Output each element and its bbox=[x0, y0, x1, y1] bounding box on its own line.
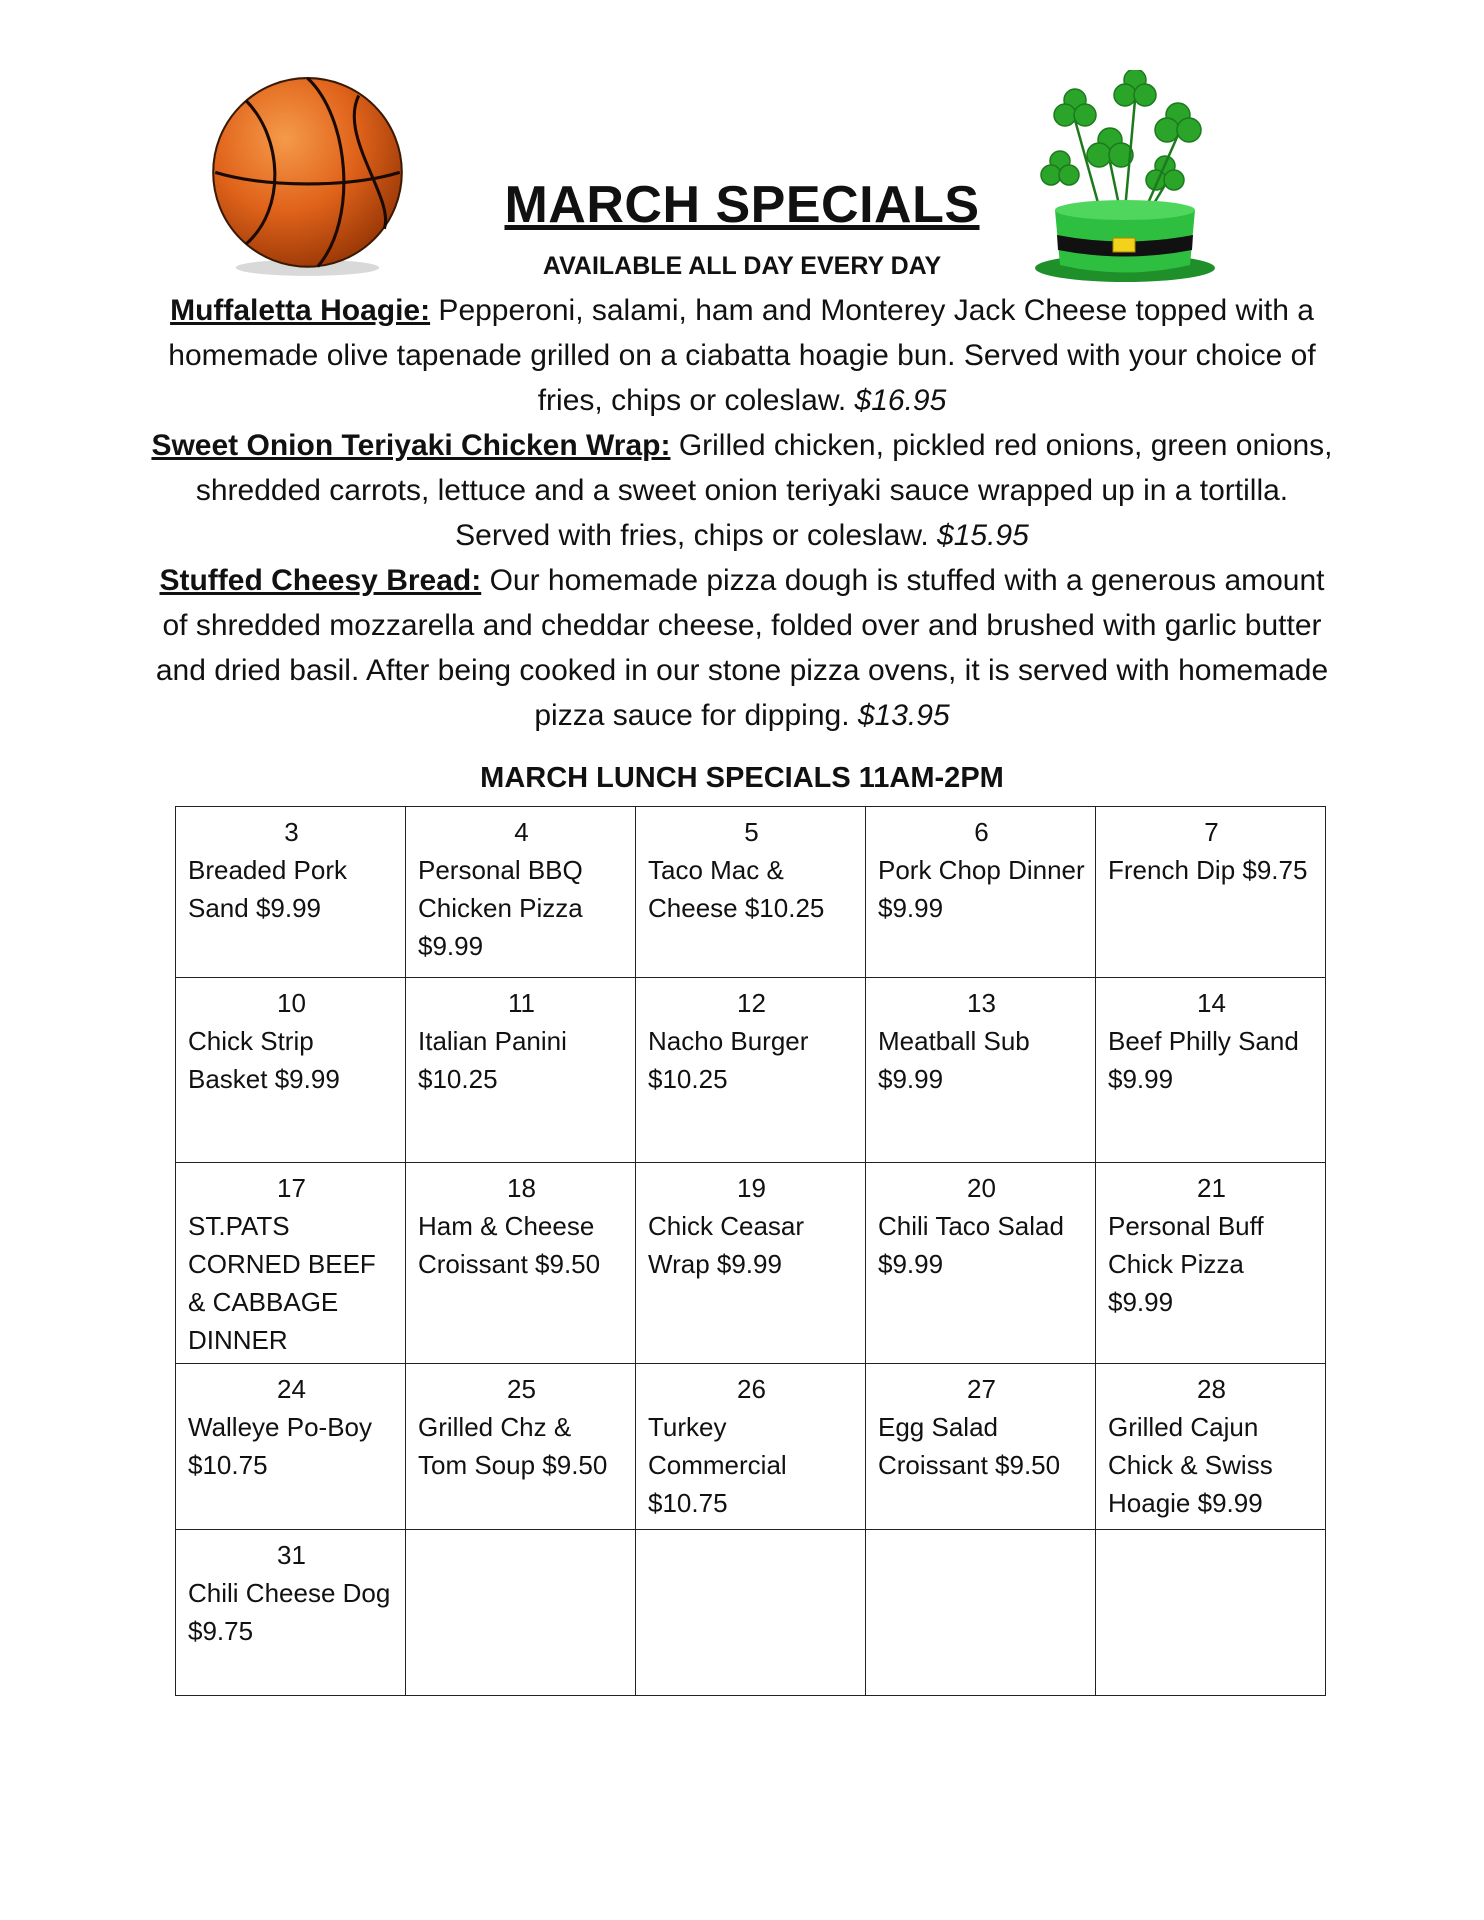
calendar-cell bbox=[176, 978, 406, 1163]
lunch-specials-title: MARCH LUNCH SPECIALS 11AM-2PM bbox=[480, 762, 1004, 794]
lunch-item: Beef Philly Sand $9.99 bbox=[1108, 1026, 1299, 1094]
lunch-item: ST.PATS CORNED BEEF & CABBAGE DINNER bbox=[188, 1211, 376, 1355]
day-number: 24 bbox=[277, 1374, 306, 1404]
lunch-item: Egg Salad Croissant $9.50 bbox=[878, 1412, 1061, 1480]
specials-list bbox=[150, 288, 1334, 738]
lunch-item: Italian Panini $10.25 bbox=[418, 1026, 567, 1094]
day-number: 21 bbox=[1197, 1173, 1226, 1203]
calendar-week bbox=[176, 807, 1326, 978]
special-price: $16.95 bbox=[854, 384, 947, 417]
day-number: 20 bbox=[967, 1173, 996, 1203]
day-number: 10 bbox=[277, 988, 306, 1018]
calendar-cell bbox=[406, 1163, 636, 1364]
lunch-item: French Dip $9.75 bbox=[1108, 855, 1308, 885]
day-number: 13 bbox=[967, 988, 996, 1018]
lunch-calendar bbox=[175, 806, 1326, 1696]
lunch-item: Nacho Burger $10.25 bbox=[648, 1026, 809, 1094]
calendar-cell bbox=[1096, 978, 1326, 1163]
calendar-cell bbox=[1096, 807, 1326, 978]
calendar-cell bbox=[406, 1364, 636, 1530]
calendar-week bbox=[176, 1530, 1326, 1696]
calendar-cell bbox=[176, 1530, 406, 1696]
calendar-cell-empty bbox=[1096, 1530, 1326, 1696]
special-description: Our homemade pizza dough is stuffed with a generous amount of shredded mozzarella and cheddar cheese, folded over and brushed with garlic butter and dried basil. After being cooked in our stone pizza ovens, it is served with homemade pizza sauce for dipping. bbox=[155, 564, 1329, 732]
day-number: 14 bbox=[1197, 988, 1226, 1018]
special-muffaletta bbox=[150, 288, 1334, 423]
special-price: $15.95 bbox=[937, 519, 1029, 552]
day-number: 6 bbox=[974, 817, 989, 847]
day-number: 18 bbox=[507, 1173, 536, 1203]
day-number: 31 bbox=[277, 1540, 306, 1570]
page-title: MARCH SPECIALS bbox=[504, 176, 980, 234]
calendar-cell bbox=[176, 1163, 406, 1364]
lunch-item: Ham & Cheese Croissant $9.50 bbox=[418, 1211, 601, 1279]
day-number: 26 bbox=[737, 1374, 766, 1404]
lunch-item: Personal Buff Chick Pizza $9.99 bbox=[1108, 1211, 1264, 1317]
lunch-item: Walleye Po-Boy $10.75 bbox=[188, 1412, 372, 1480]
calendar-cell bbox=[866, 978, 1096, 1163]
day-number: 4 bbox=[514, 817, 529, 847]
lunch-item: Personal BBQ Chicken Pizza $9.99 bbox=[418, 855, 583, 961]
day-number: 19 bbox=[737, 1173, 766, 1203]
calendar-cell bbox=[866, 807, 1096, 978]
day-number: 12 bbox=[737, 988, 766, 1018]
calendar-cell bbox=[406, 978, 636, 1163]
lunch-item: Turkey Commercial $10.75 bbox=[648, 1412, 787, 1518]
calendar-cell bbox=[866, 1364, 1096, 1530]
special-name: Sweet Onion Teriyaki Chicken Wrap: bbox=[151, 429, 671, 462]
lunch-item: Breaded Pork Sand $9.99 bbox=[188, 855, 347, 923]
calendar-cell-empty bbox=[636, 1530, 866, 1696]
lunch-item: Chick Ceasar Wrap $9.99 bbox=[648, 1211, 805, 1279]
calendar-week bbox=[176, 1364, 1326, 1530]
day-number: 25 bbox=[507, 1374, 536, 1404]
special-description: Pepperoni, salami, ham and Monterey Jack Cheese topped with a homemade olive tapenade grilled on a ciabatta hoagie bun. Served with your choice of fries, chips or coleslaw. bbox=[168, 294, 1316, 417]
day-number: 28 bbox=[1197, 1374, 1226, 1404]
calendar-cell-empty bbox=[406, 1530, 636, 1696]
day-number: 17 bbox=[277, 1173, 306, 1203]
day-number: 5 bbox=[744, 817, 759, 847]
lunch-item: Chili Cheese Dog $9.75 bbox=[188, 1578, 391, 1646]
calendar-cell bbox=[636, 1163, 866, 1364]
lunch-item: Meatball Sub $9.99 bbox=[878, 1026, 1030, 1094]
calendar-cell bbox=[1096, 1364, 1326, 1530]
day-number: 11 bbox=[508, 988, 535, 1018]
calendar-cell bbox=[636, 1364, 866, 1530]
calendar-cell bbox=[406, 807, 636, 978]
calendar-cell-empty bbox=[866, 1530, 1096, 1696]
lunch-item: Chick Strip Basket $9.99 bbox=[188, 1026, 340, 1094]
calendar-week bbox=[176, 978, 1326, 1163]
special-cheesy-bread bbox=[150, 558, 1334, 738]
lunch-item: Chili Taco Salad $9.99 bbox=[878, 1211, 1064, 1279]
special-teriyaki-wrap bbox=[150, 423, 1334, 558]
special-description: Grilled chicken, pickled red onions, green onions, shredded carrots, lettuce and a sweet onion teriyaki sauce wrapped up in a tortilla. Served with fries, chips or coleslaw. bbox=[195, 429, 1333, 552]
calendar-cell bbox=[866, 1163, 1096, 1364]
lunch-item: Grilled Cajun Chick & Swiss Hoagie $9.99 bbox=[1108, 1412, 1273, 1518]
special-price: $13.95 bbox=[857, 699, 950, 732]
lunch-item: Pork Chop Dinner $9.99 bbox=[878, 855, 1085, 923]
page-subtitle: AVAILABLE ALL DAY EVERY DAY bbox=[542, 252, 942, 280]
calendar-cell bbox=[636, 978, 866, 1163]
lunch-item: Taco Mac & Cheese $10.25 bbox=[648, 855, 825, 923]
calendar-week bbox=[176, 1163, 1326, 1364]
day-number: 3 bbox=[284, 817, 299, 847]
calendar-cell bbox=[176, 1364, 406, 1530]
lunch-item: Grilled Chz & Tom Soup $9.50 bbox=[418, 1412, 608, 1480]
day-number: 27 bbox=[967, 1374, 996, 1404]
special-name: Muffaletta Hoagie: bbox=[170, 294, 431, 327]
calendar-cell bbox=[636, 807, 866, 978]
calendar-cell bbox=[1096, 1163, 1326, 1364]
special-name: Stuffed Cheesy Bread: bbox=[159, 564, 482, 597]
calendar-cell bbox=[176, 807, 406, 978]
day-number: 7 bbox=[1204, 817, 1219, 847]
